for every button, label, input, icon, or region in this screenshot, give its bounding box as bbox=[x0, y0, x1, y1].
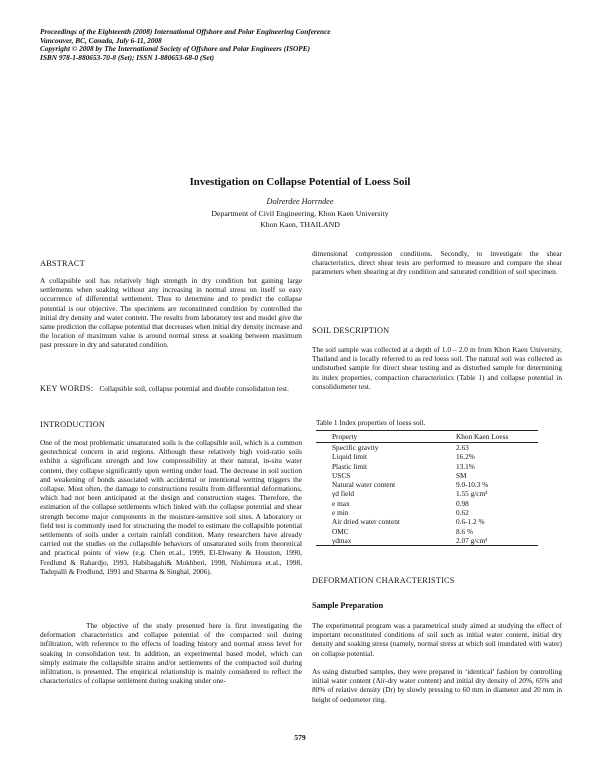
table-cell: 0.6-1.2 % bbox=[456, 517, 485, 527]
table-cell: γdmax bbox=[316, 536, 456, 546]
proceedings-header bbox=[40, 28, 560, 62]
table-cell: 1.55 g/cm³ bbox=[456, 489, 488, 499]
table-row bbox=[316, 527, 538, 536]
deformation-heading: DEFORMATION CHARACTERISTICS bbox=[312, 576, 455, 585]
table-row bbox=[316, 443, 538, 453]
header-line: ISBN 978-1-880653-70-8 (Set); ISSN 1-880653-68-0 (Set) bbox=[40, 52, 215, 62]
table-cell: Plastic limit bbox=[332, 461, 368, 471]
table-cell: e min bbox=[332, 508, 349, 518]
author-name: Dolrerdee Horrndee bbox=[266, 197, 334, 206]
table-cell: Specific gravity bbox=[332, 443, 379, 452]
right-column-continuation: dimensional compression conditions. Secondly, to investigate the shear characteristics, direct shear tests are performed to measure and compare the shear parameters when shearing at dry condition and saturated condition of soil specimen. bbox=[312, 249, 562, 277]
abstract-heading: ABSTRACT bbox=[40, 259, 85, 268]
affiliation-line: Department of Civil Engineering, Khon Kaen University bbox=[211, 209, 389, 218]
table-cell: e max bbox=[332, 498, 350, 508]
introduction-heading: INTRODUCTION bbox=[40, 420, 106, 429]
affiliation-line: Khon Kaen, THAILAND bbox=[260, 220, 340, 229]
table-header-row bbox=[316, 431, 538, 443]
page-number: 579 bbox=[294, 733, 306, 742]
index-properties-table bbox=[316, 430, 538, 546]
table-caption: Table 1 Index properties of loess soil. bbox=[316, 418, 426, 427]
table-row bbox=[316, 508, 538, 517]
table-row bbox=[316, 462, 538, 471]
sample-preparation-heading: Sample Preparation bbox=[312, 601, 384, 610]
table-cell: 2.07 g/cm³ bbox=[456, 536, 538, 546]
table-header-property: Property bbox=[316, 431, 456, 443]
introduction-paragraph: One of the most problematic unsaturated soils is the collapsible soil, which is a common geotechnical concern in arid regions. Although these relatively high void-ratio soils exhibit a significant strength and low compressibility at their natural, in-situ water content, they collapse significantly upon wetting under load. The decrease in soil suction and weakening of bonds associated with accidental or intentional wetting triggers the collapse. Most often, the damage to constructions results from differential deformations, which had not been anticipated at the design and construction stages. Therefore, the estimation of the collapse settlements which linked with the collapse potential and shear strength become major components in the moisture-sensitive soil sites. A laboratory or field test is commonly used for structuring the model to estimate the collapsible potential settlements of soils under a certain rainfall condition. Many researchers have already carried out the studies on the collapsible behaviors of unsaturated soils from theoretical and practical points of view (e.g. Chen et.al., 1999, El-Ehwany & Houston, 1990, Fredlund & Rahardjo, 1993, Habibagahi& Mokhberi, 1998, Nishimura et.al., 1998, Tadepalli & Fredlund, 1991 and Sharma & Singhal, 2006). bbox=[40, 438, 302, 576]
table-cell: 13.1% bbox=[456, 461, 475, 471]
table-cell: 16.2% bbox=[456, 452, 475, 462]
table-row bbox=[316, 480, 538, 489]
sample-preparation-paragraph: As using disturbed samples, they were prepared in ‘identical’ fashion by controlling initial water content (Air-dry water content) and initial dry density of 20%, 65% and 80% of relative density (Dr) by slowly pressing to 60 mm in diameter and 20 mm in height of oedometer ring. bbox=[312, 667, 562, 704]
table-row bbox=[316, 471, 538, 480]
introduction-paragraph: The objective of the study presented here is first investigating the deformation characteristics and collapse potential of the compacted soil during infiltration, with reference to the effects of loading history and normal stress level for soaking in consolidation test. In addition, an experimental based model, which can simply estimate the collapsible strains and/or settlements of the compacted soil during infiltration, is presented. The empirical relationship is mainly considered to reflect the characteristics of collapse settlement during soaking under one- bbox=[40, 621, 302, 686]
table-cell: 2.63 bbox=[456, 443, 469, 452]
table-row bbox=[316, 452, 538, 461]
table-cell: OMC bbox=[332, 526, 349, 536]
keywords-text: Collapsible soil, collapse potential and double consolidation test. bbox=[99, 384, 289, 393]
table-row bbox=[316, 499, 538, 508]
table-cell: 0.62 bbox=[456, 508, 469, 518]
table-cell: 8.6 % bbox=[456, 526, 474, 536]
table-cell: Liquid limit bbox=[332, 452, 368, 462]
table-cell: γd field bbox=[332, 489, 355, 499]
abstract-text: A collapsible soil has relatively high strength in dry condition but gaining large settlements when soaking without any increasing in normal stress on itself so easy occurrence of differential settlement. Thus to determine and to predict the collapse potential is our objective. The specimens are reconstituted condition by controlled the initial dry density and water content. The results from laboratory test and model give the same prediction the collapse potential that decreases when initial dry density increase and the location of maximum value is around normal stress at soaking between maximum past pressure in dry and saturated condition. bbox=[40, 276, 302, 350]
paper-title: Investigation on Collapse Potential of Loess Soil bbox=[189, 176, 411, 188]
table-cell: Air dried water content bbox=[332, 517, 400, 527]
keywords bbox=[40, 384, 302, 394]
header-line: Vancouver, BC, Canada, July 6-11, 2008 bbox=[40, 35, 162, 45]
table-cell: Natural water content bbox=[332, 480, 396, 490]
table-cell: 0.98 bbox=[456, 498, 469, 508]
header-line: Proceedings of the Eighteenth (2008) International Offshore and Polar Engineering Conference bbox=[40, 27, 331, 36]
soil-description-text: The soil sample was collected at a depth of 1.0 – 2.0 m from Khon Kaen University, Thailand and is locally referred to as red loess soil. The natural soil was collected as undisturbed sample for direct shear testing and as disturbed sample for determining its index properties, compaction characteristics (Table 1) and collapse potential in consolidometer test. bbox=[312, 345, 562, 391]
soil-description-heading: SOIL DESCRIPTION bbox=[312, 326, 390, 335]
table-header-value: Khon Kaen Loess bbox=[456, 431, 538, 443]
table-cell: SM bbox=[456, 470, 467, 480]
table-cell: 9.0-10.3 % bbox=[456, 480, 489, 490]
sample-preparation-paragraph: The experimental program was a parametrical study aimed at studying the effect of important reconstituted conditions of soil such as initial water content, initial dry density and soaking stress (namely, normal stress at which soil inundated with water) on collapse potential. bbox=[312, 621, 562, 658]
table-row bbox=[316, 536, 538, 546]
keywords-label: KEY WORDS: bbox=[40, 384, 94, 393]
header-line: Copyright © 2008 by The International Society of Offshore and Polar Engineers (ISOPE) bbox=[40, 44, 311, 54]
table-row bbox=[316, 489, 538, 498]
table-cell: USCS bbox=[332, 470, 351, 480]
table-row bbox=[316, 517, 538, 526]
